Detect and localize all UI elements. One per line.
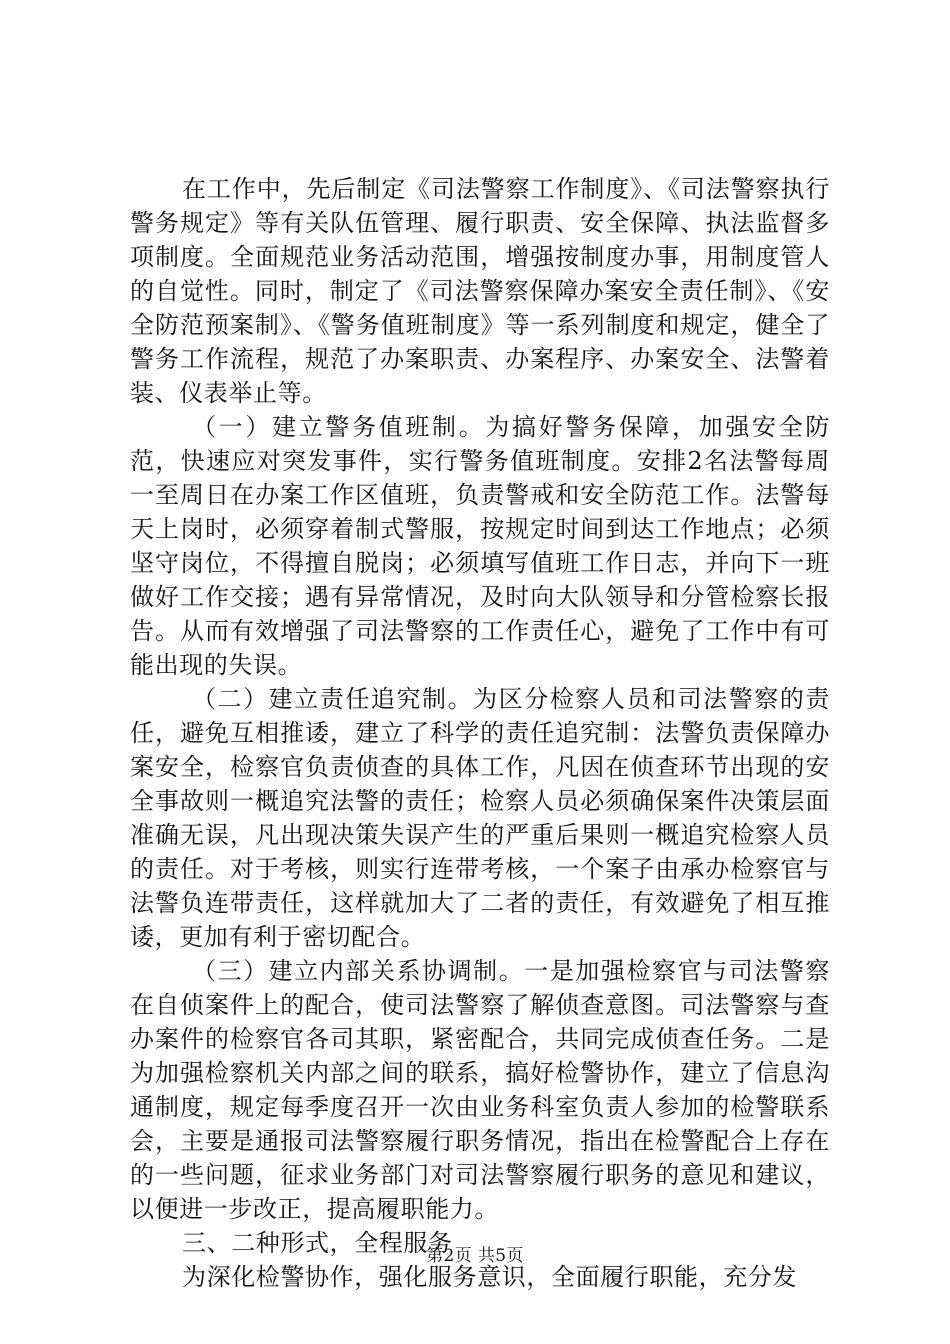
page-number-footer: 第2页 共5页 <box>426 1246 524 1266</box>
paragraph-duty-system: （一）建立警务值班制。为搞好警务保障，加强安全防范，快速应对突发事件，实行警务值班制度。安排2名法警每周一至周日在办案工作区值班，负责警戒和安全防范工作。法警每天上岗时，必须穿着制式警服，按规定时间到达工作地点；必须坚守岗位，不得擅自脱岗；必须填写值班工作日志，并向下一班做好工作交接；遇有异常情况，及时向大队领导和分管检察长报告。从而有效增强了司法警察的工作责任心，避免了工作中有可能出现的失误。 <box>130 413 830 679</box>
paragraph-service: 为深化检警协作，强化服务意识，全面履行职能，充分发 <box>182 1263 797 1291</box>
section-heading: 三、二种形式，全程服务 <box>182 1229 453 1257</box>
paragraph-work-rules: 在工作中，先后制定《司法警察工作制度》、《司法警察执行警务规定》等有关队伍管理、履行职责、安全保障、执法监督多项制度。全面规范业务活动范围，增强按制度办事，用制度管人的自觉性。同时，制定了《司法警察保障办案安全责任制》、《安全防范预案制》、《警务值班制度》等一系列制度和规定，健全了警务工作流程，规范了办案职责、办案程序、办案安全、法警着装、仪表举止等。 <box>130 175 830 407</box>
paragraph-accountability-system: （二）建立责任追究制。为区分检察人员和司法警察的责任，避免互相推诿，建立了科学的责任追究制：法警负责保障办案安全，检察官负责侦查的具体工作，凡因在侦查环节出现的安全事故则一概追究法警的责任；检察人员必须确保案件决策层面准确无误，凡出现决策失误产生的严重后果则一概追究检察人员的责任。对于考核，则实行连带考核，一个案子由承办检察官与法警负连带责任，这样就加大了二者的责任，有效避免了相互推诿，更加有利于密切配合。 <box>130 685 830 951</box>
document-body <box>130 172 830 1294</box>
paragraph-coordination-system: （三）建立内部关系协调制。一是加强检察官与司法警察在自侦案件上的配合，使司法警察了解侦查意图。司法警察与查办案件的检察官各司其职，紧密配合，共同完成侦查任务。二是为加强检察机关内部之间的联系，搞好检警协作，建立了信息沟通制度，规定每季度召开一次由业务科室负责人参加的检警联系会，主要是通报司法警察履行职务情况，指出在检警配合上存在的一些问题，征求业务部门对司法警察履行职务的意见和建议，以便进一步改正，提高履职能力。 <box>130 957 830 1223</box>
